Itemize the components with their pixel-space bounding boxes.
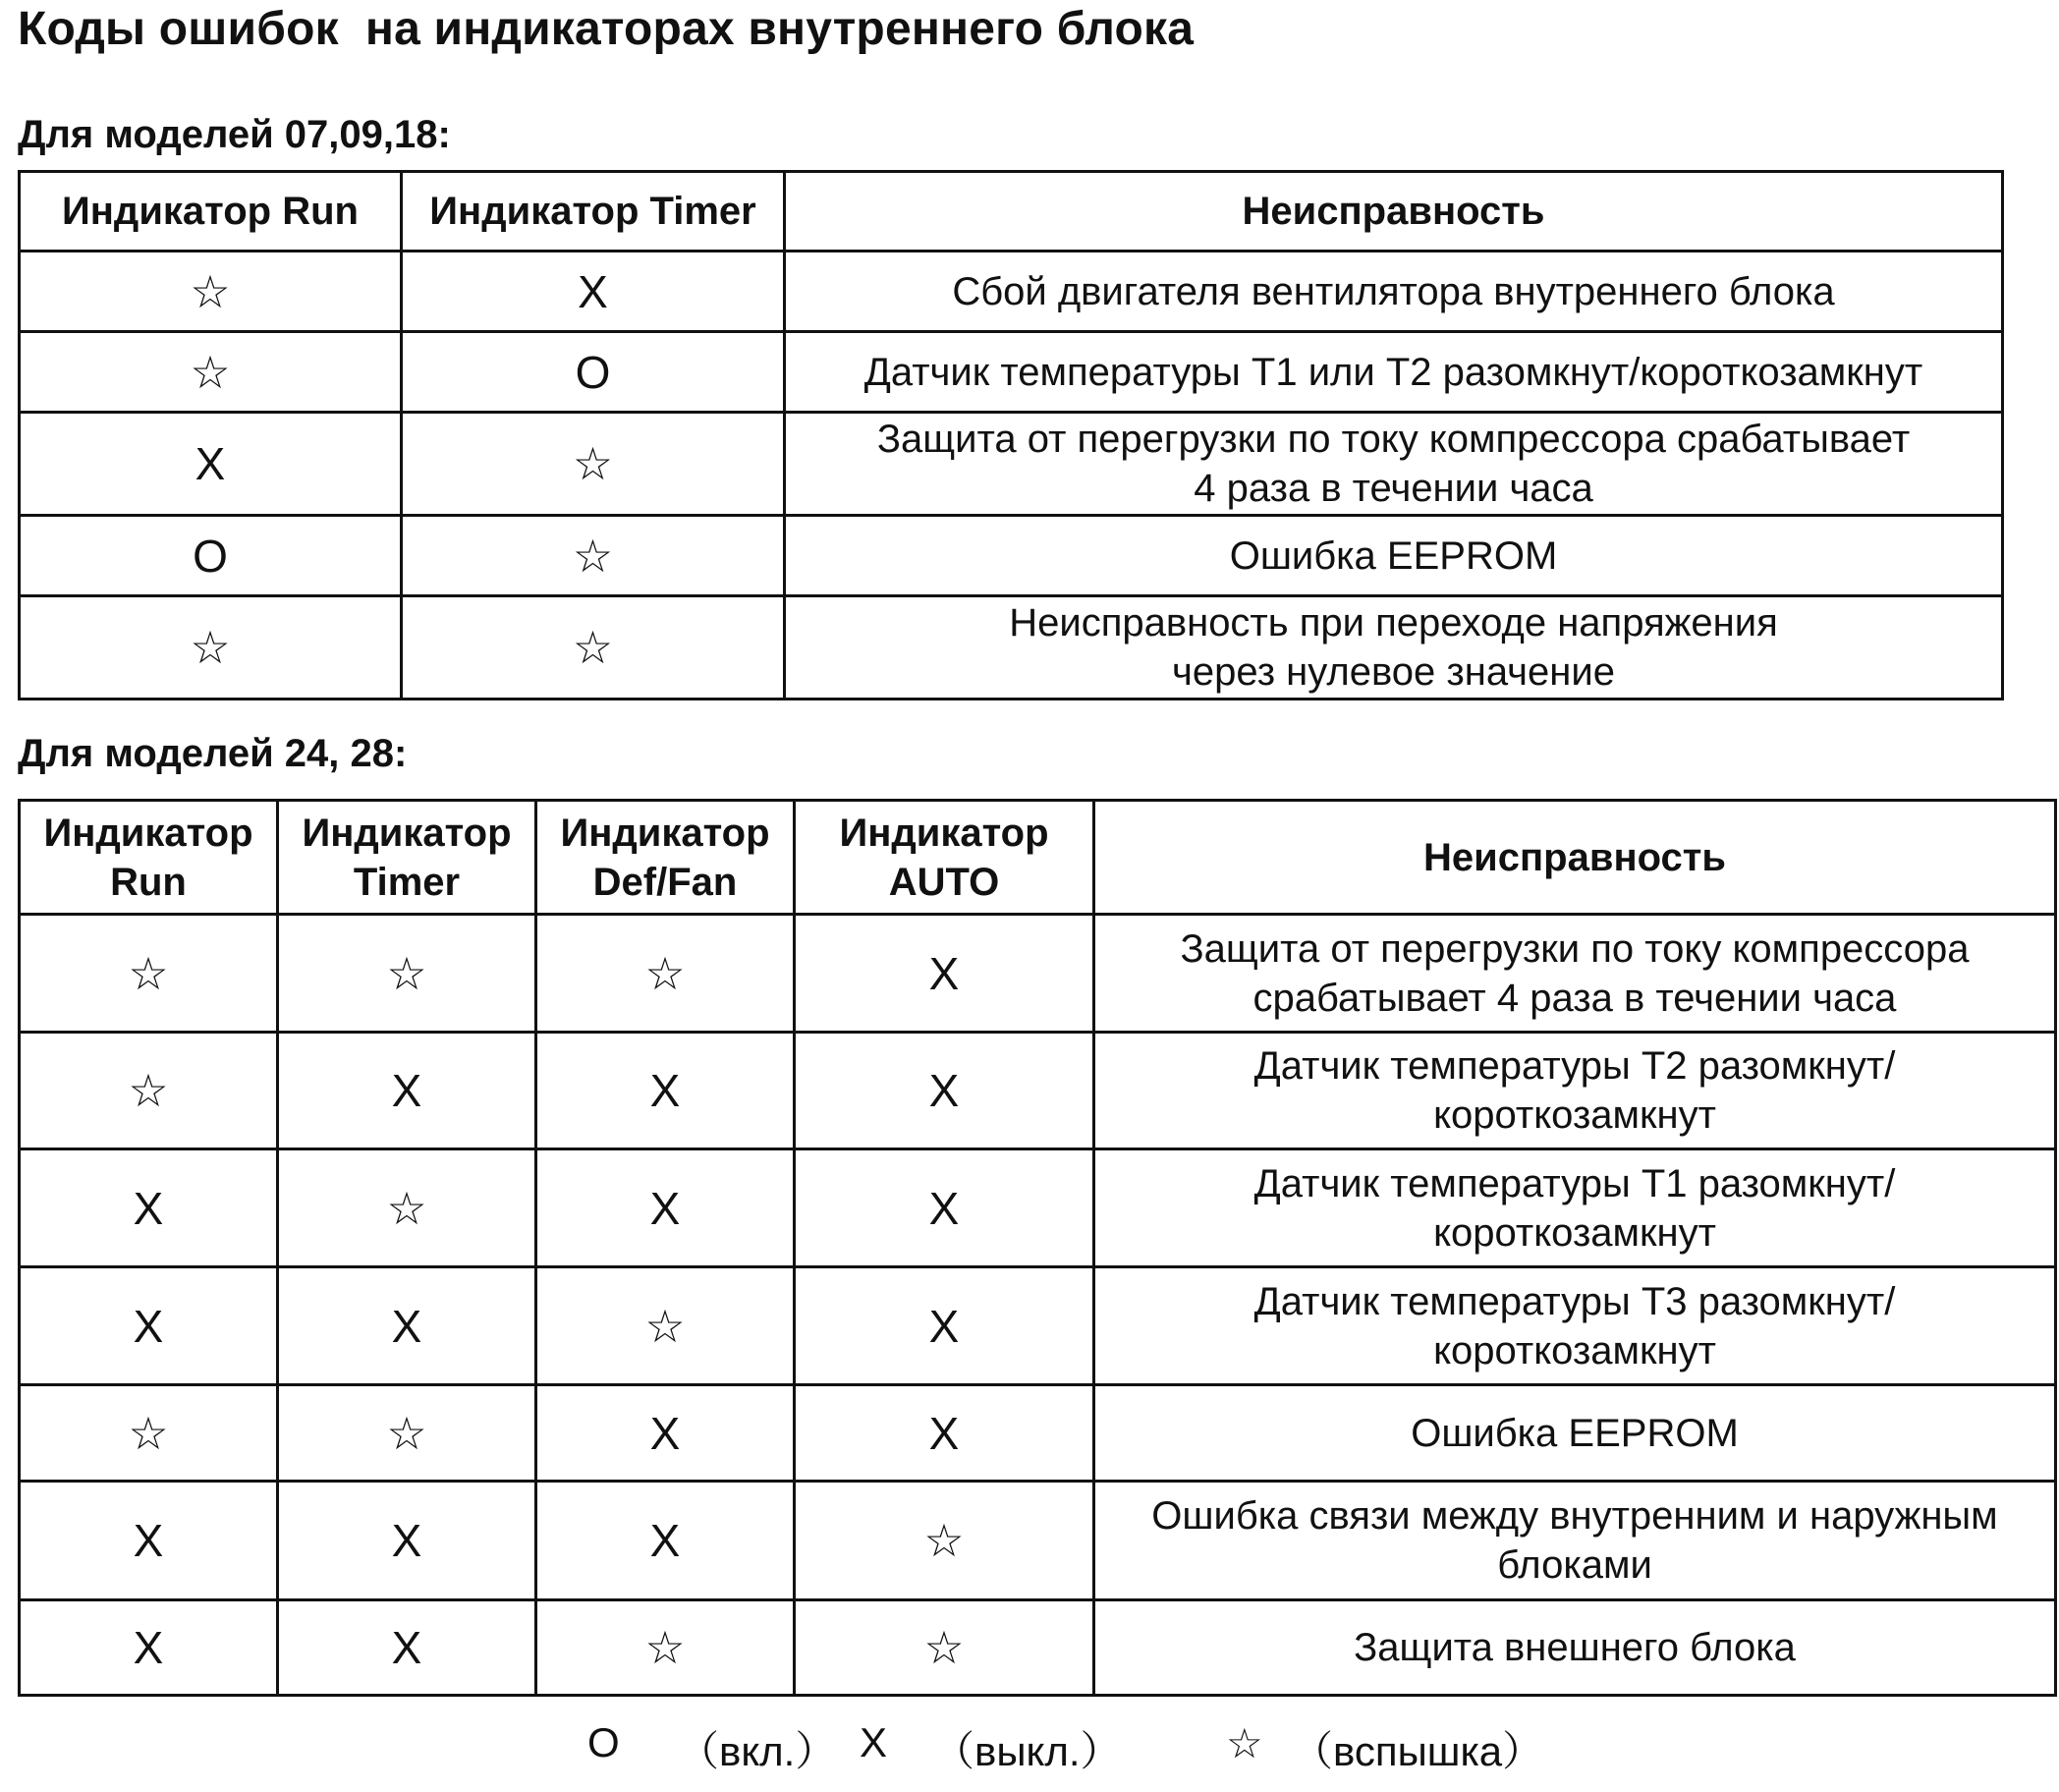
run-indicator-cell: ☆ [20,1033,278,1149]
run-indicator-cell: ☆ [20,252,402,332]
legend-off-symbol: X [860,1719,888,1765]
def-fan-indicator-cell: ☆ [536,1267,795,1385]
legend-blink-symbol: ☆ [1226,1720,1263,1766]
timer-indicator-cell: O [402,332,785,413]
fault-description: Ошибка связи между внутренним и наружным блоками [1094,1482,2056,1600]
header-run: Индикатор Run [20,172,402,252]
fault-description: Неисправность при переходе напряжения через нулевое значение [785,596,2003,700]
section1-heading: Для моделей 07,09,18: [18,113,451,156]
fault-description: Защита от перегрузки по току компрессора срабатывает 4 раза в течении часа [1094,915,2056,1033]
legend-off-label: （выкл.） [933,1728,1122,1774]
timer-indicator-cell: X [278,1600,536,1696]
def-fan-indicator-cell: X [536,1385,795,1482]
auto-indicator-cell: X [795,1385,1094,1482]
auto-indicator-cell: ☆ [795,1600,1094,1696]
table-row [20,413,2003,516]
def-fan-indicator-cell: ☆ [536,1600,795,1696]
table-row [20,1482,2056,1600]
timer-indicator-cell: X [278,1267,536,1385]
table-row [20,252,2003,332]
def-fan-indicator-cell: X [536,1033,795,1149]
run-indicator-cell: X [20,1267,278,1385]
legend-on-label: （вкл.） [678,1728,837,1774]
legend-blink-label: （вспышка） [1292,1728,1544,1774]
fault-description: Защита от перегрузки по току компрессора срабатывает 4 раза в течении часа [785,413,2003,516]
legend-on-symbol: O [587,1719,620,1765]
fault-description: Датчик температуры Т3 разомкнут/ короткозамкнут [1094,1267,2056,1385]
header-timer: Индикатор Timer [278,801,536,915]
table-row [20,596,2003,700]
fault-description: Ошибка EEPROM [785,516,2003,596]
fault-description: Датчик температуры Т1 или Т2 разомкнут/короткозамкнут [785,332,2003,413]
fault-description: Сбой двигателя вентилятора внутреннего блока [785,252,2003,332]
run-indicator-cell: X [20,413,402,516]
fault-description: Ошибка EEPROM [1094,1385,2056,1482]
header-fault: Неисправность [785,172,2003,252]
run-indicator-cell: ☆ [20,332,402,413]
table-row [20,1600,2056,1696]
def-fan-indicator-cell: X [536,1149,795,1267]
auto-indicator-cell: X [795,915,1094,1033]
legend [0,1719,2059,1778]
section2-heading: Для моделей 24, 28: [18,732,408,775]
timer-indicator-cell: ☆ [402,413,785,516]
page-title: Коды ошибок на индикаторах внутреннего блока [18,3,1195,55]
table-row [20,1385,2056,1482]
fault-description: Датчик температуры Т2 разомкнут/ короткозамкнут [1094,1033,2056,1149]
table-row [20,1149,2056,1267]
run-indicator-cell: ☆ [20,1385,278,1482]
run-indicator-cell: O [20,516,402,596]
fault-description: Защита внешнего блока [1094,1600,2056,1696]
timer-indicator-cell: X [278,1482,536,1600]
def-fan-indicator-cell: X [536,1482,795,1600]
table-row [20,1267,2056,1385]
table-row [20,332,2003,413]
fault-description: Датчик температуры Т1 разомкнут/ короткозамкнут [1094,1149,2056,1267]
header-run: Индикатор Run [20,801,278,915]
timer-indicator-cell: X [278,1033,536,1149]
run-indicator-cell: X [20,1600,278,1696]
error-table-models-24-28 [18,799,2057,1697]
timer-indicator-cell: ☆ [278,1149,536,1267]
header-def-fan: Индикатор Def/Fan [536,801,795,915]
header-timer: Индикатор Timer [402,172,785,252]
table-row [20,1033,2056,1149]
table-header-row [20,172,2003,252]
header-fault: Неисправность [1094,801,2056,915]
def-fan-indicator-cell: ☆ [536,915,795,1033]
timer-indicator-cell: ☆ [402,596,785,700]
timer-indicator-cell: X [402,252,785,332]
run-indicator-cell: ☆ [20,915,278,1033]
auto-indicator-cell: ☆ [795,1482,1094,1600]
header-auto: Индикатор AUTO [795,801,1094,915]
timer-indicator-cell: ☆ [278,915,536,1033]
error-table-models-07-09-18 [18,170,2004,700]
timer-indicator-cell: ☆ [402,516,785,596]
auto-indicator-cell: X [795,1267,1094,1385]
run-indicator-cell: X [20,1149,278,1267]
table-row [20,516,2003,596]
run-indicator-cell: ☆ [20,596,402,700]
run-indicator-cell: X [20,1482,278,1600]
timer-indicator-cell: ☆ [278,1385,536,1482]
auto-indicator-cell: X [795,1033,1094,1149]
table-row [20,915,2056,1033]
table-header-row [20,801,2056,915]
auto-indicator-cell: X [795,1149,1094,1267]
